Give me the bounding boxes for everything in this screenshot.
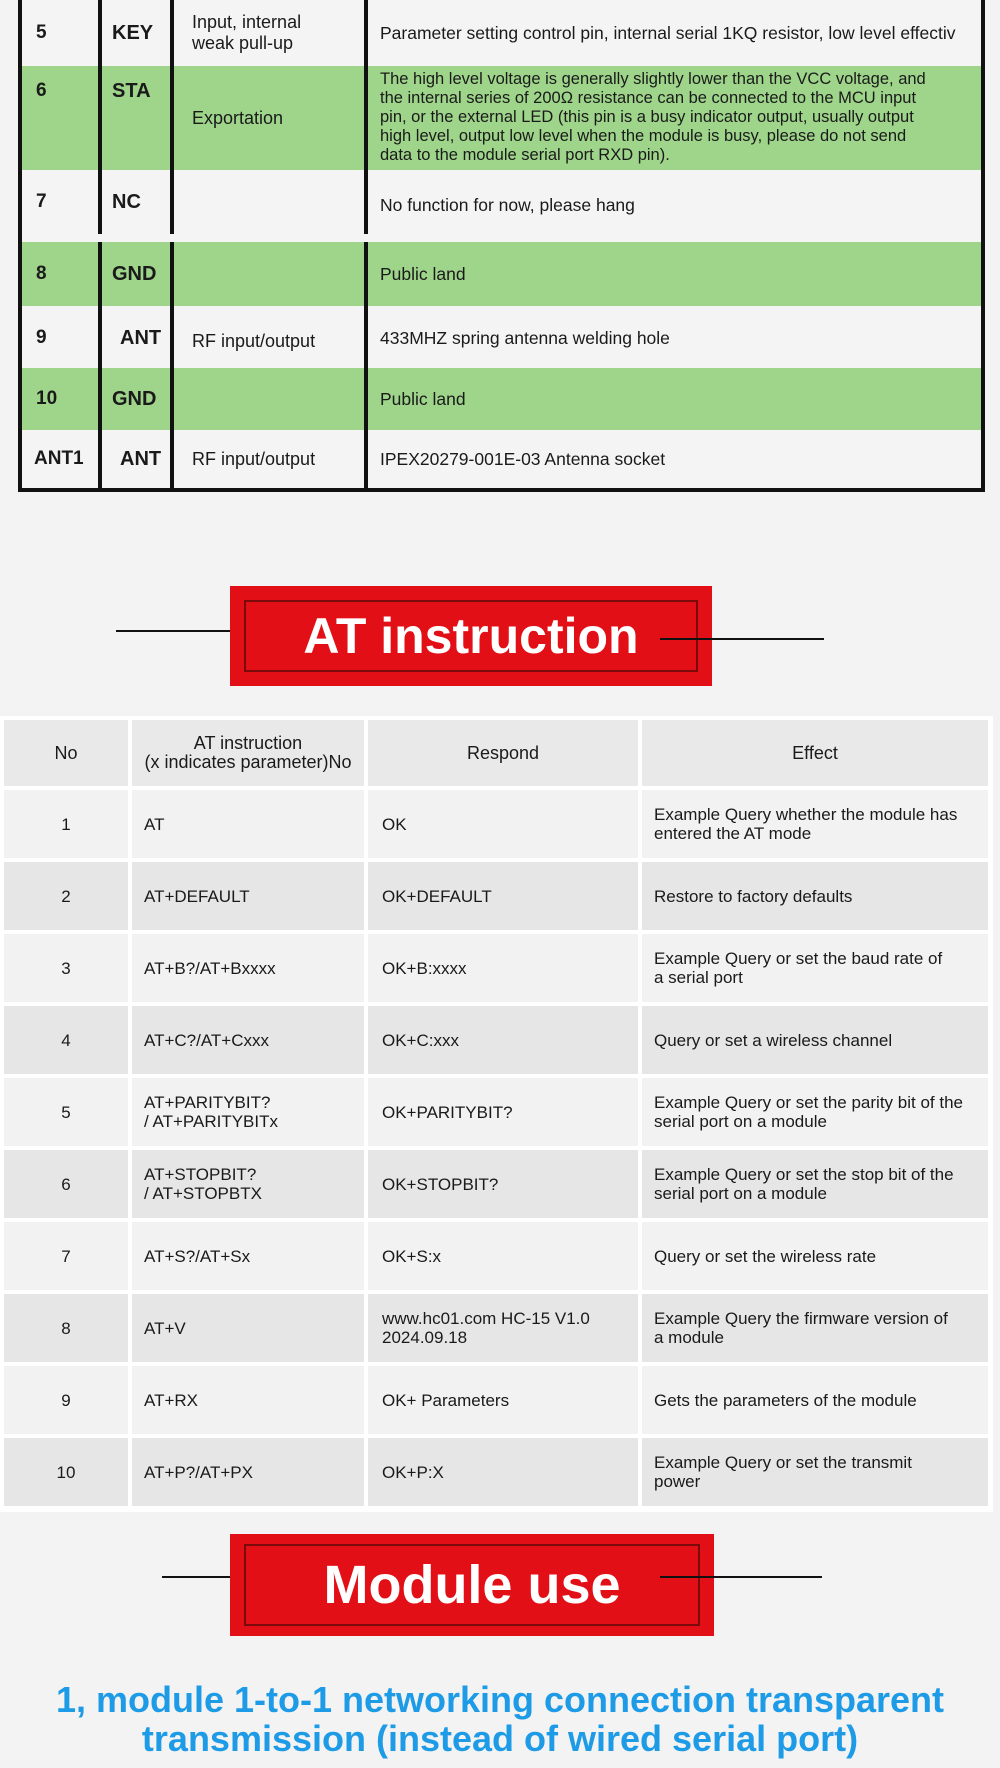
pin-name: GND xyxy=(102,242,174,306)
at-cell-effect xyxy=(642,1222,988,1290)
at-cell-text: 7 xyxy=(61,1246,71,1266)
at-cell-no xyxy=(4,1222,128,1290)
pin-name: ANT xyxy=(102,306,174,370)
at-cell-effect xyxy=(642,1006,988,1074)
pin-description: 433MHZ spring antenna welding hole xyxy=(380,328,670,348)
pin-type: RF input/output xyxy=(174,306,368,370)
pin-type: RF input/output xyxy=(174,430,368,488)
pin-name: ANT xyxy=(102,430,174,488)
at-cell-no xyxy=(4,1006,128,1074)
at-cell-instruction xyxy=(132,934,364,1002)
at-cell-text: Gets the parameters of the module xyxy=(654,1390,917,1410)
at-cell-text: AT+STOPBIT? / AT+STOPBTX xyxy=(144,1165,262,1203)
at-cell-respond xyxy=(368,862,638,930)
at-cell-respond xyxy=(368,1006,638,1074)
at-cell-respond xyxy=(368,1078,638,1146)
pin-number: 7 xyxy=(22,170,102,234)
pin-row xyxy=(22,0,981,66)
at-cell-instruction xyxy=(132,1150,364,1218)
at-cell-instruction xyxy=(132,1294,364,1362)
header-effect: Effect xyxy=(642,720,988,786)
pin-description: Public land xyxy=(380,389,466,409)
at-cell-text: www.hc01.com HC-15 V1.0 2024.09.18 xyxy=(382,1309,590,1347)
at-cell-text: Restore to factory defaults xyxy=(654,886,853,906)
at-cell-text: 10 xyxy=(56,1462,76,1482)
at-cell-text: OK+C:xxx xyxy=(382,1030,459,1050)
pin-type xyxy=(174,368,368,430)
at-cell-effect xyxy=(642,790,988,858)
at-cell-no xyxy=(4,1438,128,1506)
at-cell-text: OK+S:x xyxy=(382,1246,442,1266)
at-cell-text: Example Query whether the module has entered the AT mode xyxy=(654,805,958,843)
at-cell-text: Example Query the firmware version of a module xyxy=(654,1309,948,1347)
pin-description: Parameter setting control pin, internal serial 1KQ resistor, low level effectiv xyxy=(380,23,956,43)
at-cell-instruction xyxy=(132,1366,364,1434)
at-cell-effect xyxy=(642,1438,988,1506)
at-cell-no xyxy=(4,934,128,1002)
at-cell-text: OK+DEFAULT xyxy=(382,886,492,906)
at-cell-text: 6 xyxy=(61,1174,71,1194)
at-cell-no xyxy=(4,1366,128,1434)
at-instruction-banner xyxy=(230,586,712,686)
section-heading: 1, module 1-to-1 networking connection transparent transmission (instead of wired serial port) xyxy=(55,1679,945,1759)
at-cell-text: OK xyxy=(382,814,407,834)
pin-type xyxy=(174,170,368,234)
pin-row xyxy=(22,430,981,488)
pin-number: 5 xyxy=(22,0,102,66)
at-cell-text: AT+S?/AT+Sx xyxy=(144,1246,251,1266)
at-cell-text: 8 xyxy=(61,1318,71,1338)
pin-name: GND xyxy=(102,368,174,430)
at-cell-instruction xyxy=(132,1078,364,1146)
header-no: No xyxy=(4,720,128,786)
at-cell-text: 3 xyxy=(61,958,71,978)
header-instruction: AT instruction (x indicates parameter)No xyxy=(132,720,364,786)
at-cell-effect xyxy=(642,862,988,930)
at-cell-text: 4 xyxy=(61,1030,71,1050)
pin-row xyxy=(22,170,981,234)
at-cell-text: AT+RX xyxy=(144,1390,199,1410)
pin-row xyxy=(22,66,981,170)
pin-description: No function for now, please hang xyxy=(380,195,635,215)
module-use-banner xyxy=(230,1534,714,1636)
at-cell-no xyxy=(4,862,128,930)
pin-number: 10 xyxy=(22,368,102,430)
pin-type: Input, internal weak pull-up xyxy=(174,0,368,66)
at-cell-text: AT+C?/AT+Cxxx xyxy=(144,1030,270,1050)
at-cell-text: AT+B?/AT+Bxxxx xyxy=(144,958,276,978)
at-cell-effect xyxy=(642,1150,988,1218)
banner-right-line xyxy=(660,1576,822,1578)
at-cell-no xyxy=(4,1294,128,1362)
banner-right-line xyxy=(660,638,824,640)
pin-name: NC xyxy=(102,170,174,234)
at-cell-text: AT+V xyxy=(144,1318,186,1338)
pin-name: KEY xyxy=(102,0,174,66)
at-cell-text: OK+B:xxxx xyxy=(382,958,467,978)
pin-name: STA xyxy=(102,66,174,170)
at-cell-text: AT+PARITYBIT? / AT+PARITYBITx xyxy=(144,1093,278,1131)
pin-description: IPEX20279-001E-03 Antenna socket xyxy=(380,449,666,469)
at-cell-respond xyxy=(368,934,638,1002)
pin-row xyxy=(22,242,981,306)
pin-number: 8 xyxy=(22,242,102,306)
at-cell-text: AT+DEFAULT xyxy=(144,886,250,906)
at-cell-no xyxy=(4,1078,128,1146)
at-cell-text: AT+P?/AT+PX xyxy=(144,1462,253,1482)
at-cell-instruction xyxy=(132,790,364,858)
at-cell-effect xyxy=(642,1078,988,1146)
banner-title: AT instruction xyxy=(303,608,639,664)
pin-row xyxy=(22,306,981,370)
at-cell-text: 5 xyxy=(61,1102,71,1122)
at-cell-effect xyxy=(642,934,988,1002)
at-cell-text: 9 xyxy=(61,1390,71,1410)
header-respond: Respond xyxy=(368,720,638,786)
at-cell-text: Query or set a wireless channel xyxy=(654,1030,893,1050)
at-cell-no xyxy=(4,790,128,858)
pin-description: The high level voltage is generally slightly lower than the VCC voltage, and the internal series of 200Ω resistance can be connected to the MCU input pin, or the external LED (this pin is a busy indicator output, usually output high level, output low level when the module is busy, please do not send data to the module serial port RXD pin). xyxy=(380,70,926,164)
at-cell-text: Example Query or set the baud rate of a serial port xyxy=(654,949,943,987)
pin-definition-table xyxy=(18,0,985,492)
pin-number: 9 xyxy=(22,306,102,370)
at-cell-respond xyxy=(368,1150,638,1218)
at-cell-text: OK+PARITYBIT? xyxy=(382,1102,513,1122)
at-cell-text: OK+STOPBIT? xyxy=(382,1174,499,1194)
pin-row xyxy=(22,368,981,430)
pin-description: Public land xyxy=(380,264,466,284)
at-cell-respond xyxy=(368,1294,638,1362)
at-cell-text: OK+P:X xyxy=(382,1462,444,1482)
at-cell-instruction xyxy=(132,1222,364,1290)
at-cell-text: Example Query or set the stop bit of the serial port on a module xyxy=(654,1165,954,1203)
at-cell-respond xyxy=(368,1222,638,1290)
pin-number: 6 xyxy=(22,66,102,170)
at-cell-text: 1 xyxy=(61,814,71,834)
pin-number: ANT1 xyxy=(22,430,102,488)
at-instruction-table xyxy=(0,716,993,1512)
at-cell-effect xyxy=(642,1294,988,1362)
at-cell-effect xyxy=(642,1366,988,1434)
at-cell-text: Example Query or set the transmit power xyxy=(654,1453,912,1491)
at-cell-text: Query or set the wireless rate xyxy=(654,1246,877,1266)
at-cell-respond xyxy=(368,1438,638,1506)
at-cell-no xyxy=(4,1150,128,1218)
at-cell-instruction xyxy=(132,862,364,930)
at-cell-text: Example Query or set the parity bit of the serial port on a module xyxy=(654,1093,963,1131)
at-cell-instruction xyxy=(132,1438,364,1506)
at-cell-respond xyxy=(368,1366,638,1434)
pin-type: Exportation xyxy=(174,66,368,170)
at-cell-instruction xyxy=(132,1006,364,1074)
pin-type xyxy=(174,242,368,306)
at-cell-text: 2 xyxy=(61,886,71,906)
at-cell-text: OK+ Parameters xyxy=(382,1390,510,1410)
banner-title: Module use xyxy=(323,1555,621,1615)
at-cell-respond xyxy=(368,790,638,858)
at-cell-text: AT xyxy=(144,814,165,834)
